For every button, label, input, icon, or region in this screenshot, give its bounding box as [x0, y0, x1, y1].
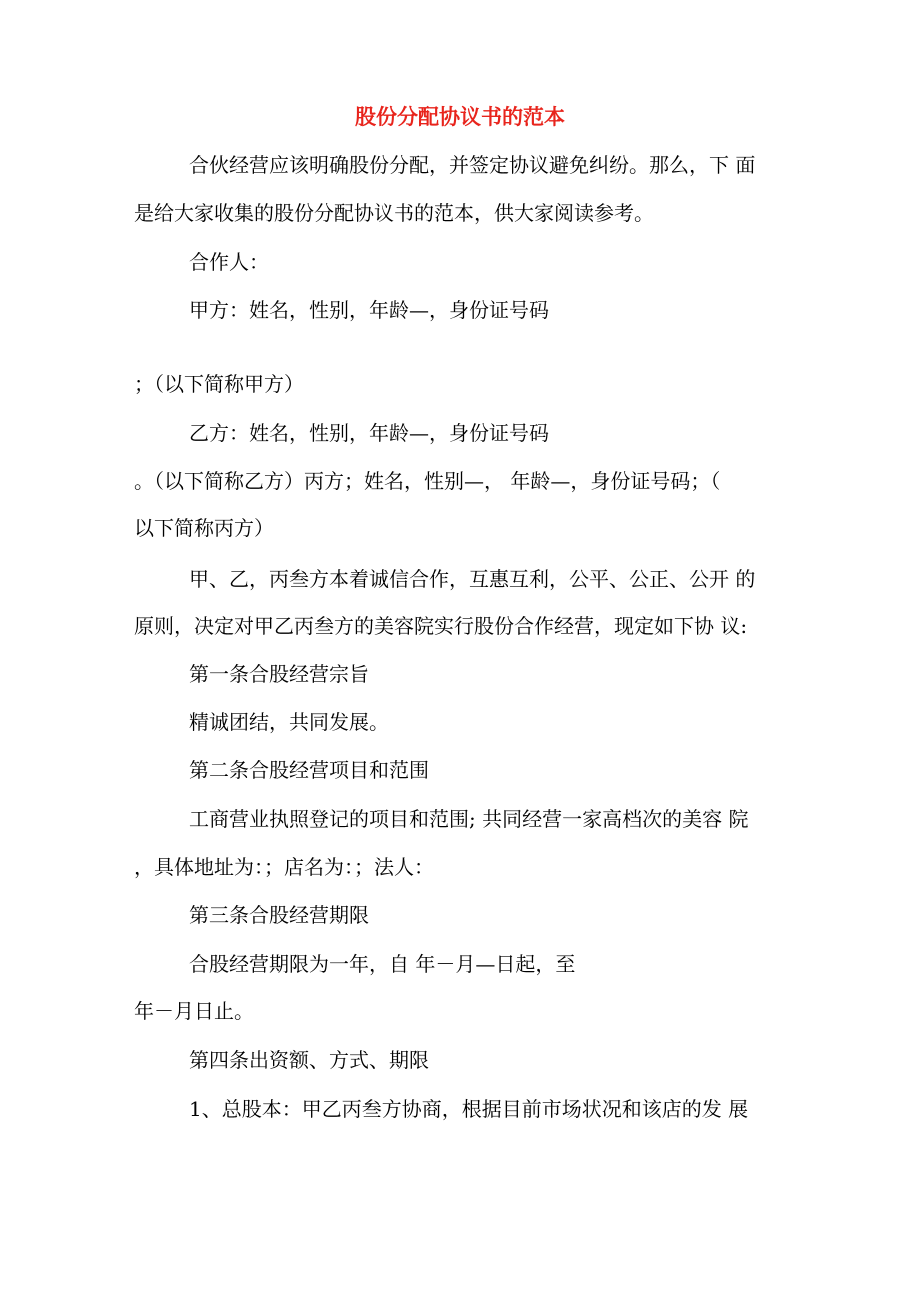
article-2-body-line-1: 工商营业执照登记的项目和范围; 共同经营一家高档次的美容 院 — [189, 807, 749, 831]
article-2-body-line-2: ，具体地址为：；店名为：；法人： — [134, 855, 434, 879]
partners-label: 合作人： — [189, 250, 269, 274]
preamble-line-2: 原则，决定对甲乙丙叁方的美容院实行股份合作经营，现定如下协 议: — [134, 614, 748, 638]
article-3-body-line-1: 合股经营期限为一年，自 年－月—日起，至 — [189, 952, 576, 976]
party-b-alias-c-line: 。（以下简称乙方）丙方；姓名，性别—， 年龄—，身份证号码；（ — [134, 469, 721, 493]
party-a-alias-line: ；（以下简称甲方） — [134, 372, 304, 396]
article-2-heading: 第二条合股经营项目和范围 — [189, 758, 429, 782]
preamble-line-1: 甲、乙，丙叁方本着诚信合作，互惠互利，公平、公正、公开 的 — [189, 567, 756, 591]
article-3-heading: 第三条合股经营期限 — [189, 903, 369, 927]
party-b-line: 乙方：姓名，性别，年龄—，身份证号码 — [189, 421, 549, 445]
article-3-body-line-2: 年－月日止。 — [134, 999, 254, 1023]
article-4-heading: 第四条出资额、方式、期限 — [189, 1048, 429, 1072]
party-a-line: 甲方：姓名，性别，年龄—，身份证号码 — [189, 298, 549, 322]
intro-line-1: 合伙经营应该明确股份分配，并签定协议避免纠纷。那么，下 面 — [189, 153, 756, 177]
article-1-body: 精诚团结，共同发展。 — [189, 710, 389, 734]
intro-line-2: 是给大家收集的股份分配协议书的范本，供大家阅读参考。 — [134, 201, 654, 225]
party-c-alias-line: 以下简称丙方） — [134, 516, 274, 540]
article-4-body-line-1: 1、总股本：甲乙丙叁方协商，根据目前市场状况和该店的发 展 — [189, 1097, 749, 1121]
article-1-heading: 第一条合股经营宗旨 — [189, 662, 369, 686]
document-title: 股份分配协议书的范本 — [355, 104, 565, 129]
